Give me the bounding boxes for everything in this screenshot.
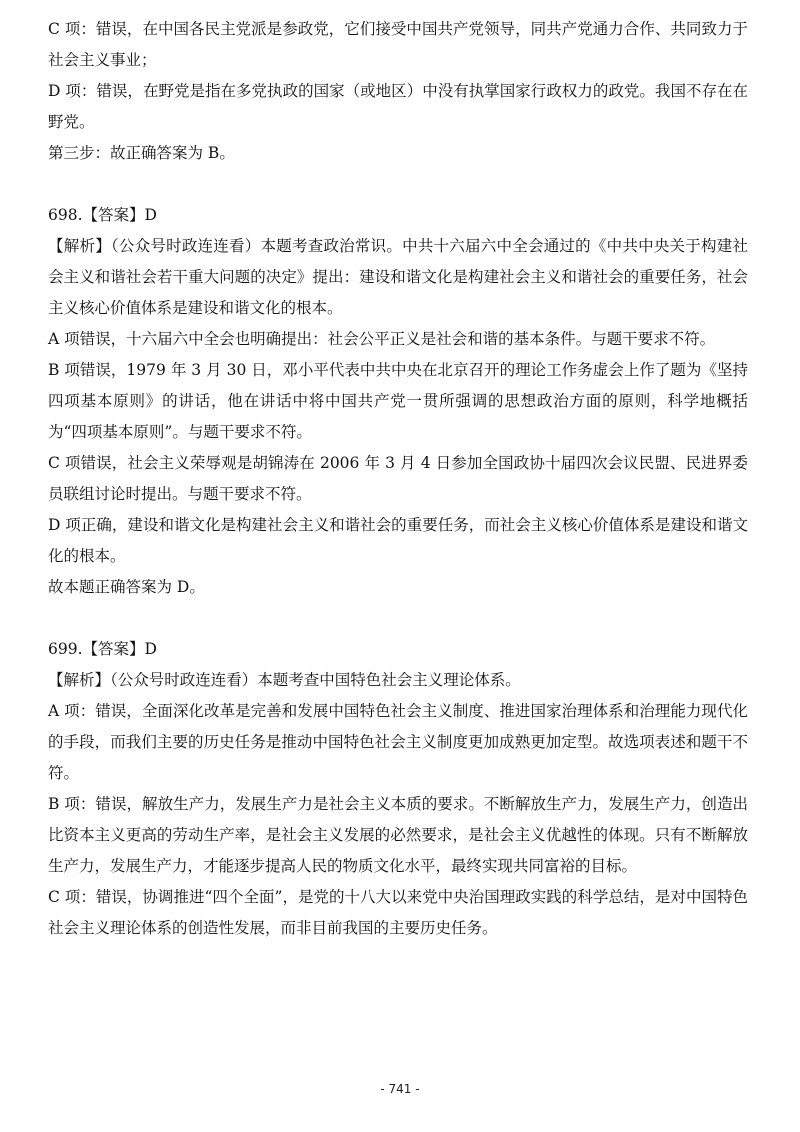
section-gap xyxy=(48,169,748,200)
q697-step-three: 第三步：故正确答案为 B。 xyxy=(48,144,235,162)
q699-option-b: B 项：错误，解放生产力，发展生产力是社会主义本质的要求。不断解放生产力，发展生产力，创造出比资本主义更高的劳动生产率，是社会主义发展的必然要求，是社会主义优越性的体现。只有不断解放生产力，发展生产力，才能逐步提高人民的物质文化水平，最终实现共同富裕的目标。 xyxy=(48,795,748,875)
q699-option-a: A 项：错误，全面深化改革是完善和发展中国特色社会主义制度、推进国家治理体系和治理能力现代化的手段，而我们主要的历史任务是推动中国特色社会主义制度更加成熟更加定型。故选项表述和题干不符。 xyxy=(48,702,748,782)
q697-option-c: C 项：错误，在中国各民主党派是参政党，它们接受中国共产党领导，同共产党通力合作、共同致力于社会主义事业； xyxy=(48,20,748,69)
q698-conclusion: 故本题正确答案为 D。 xyxy=(48,578,205,596)
page-content xyxy=(48,14,748,944)
q698-option-a: A 项错误，十六届六中全会也明确提出：社会公平正义是社会和谐的基本条件。与题干要求不符。 xyxy=(48,330,716,348)
page-number: - 741 - xyxy=(380,1082,420,1096)
section-gap xyxy=(48,603,748,634)
q697-option-d: D 项：错误，在野党是指在多党执政的国家（或地区）中没有执掌国家行政权力的政党。我国不存在在野党。 xyxy=(48,82,748,131)
q699-analysis: 【解析】（公众号时政连连看）本题考查中国特色社会主义理论体系。 xyxy=(48,671,521,689)
q699-answer-heading: 699.【答案】D xyxy=(48,640,157,658)
q698-option-c: C 项错误，社会主义荣辱观是胡锦涛在 2006 年 3 月 4 日参加全国政协十届四次会议民盟、民进界委员联组讨论时提出。与题干要求不符。 xyxy=(48,454,748,503)
q698-answer-heading: 698.【答案】D xyxy=(48,206,157,224)
q698-analysis: 【解析】（公众号时政连连看）本题考查政治常识。中共十六届六中全会通过的《中共中央关于构建社会主义和谐社会若干重大问题的决定》提出：建设和谐文化是构建社会主义和谐社会的重要任务，社会主义核心价值体系是建设和谐文化的根本。 xyxy=(48,237,748,317)
q698-option-d: D 项正确，建设和谐文化是构建社会主义和谐社会的重要任务，而社会主义核心价值体系是建设和谐文化的根本。 xyxy=(48,516,748,565)
q698-option-b: B 项错误，1979 年 3 月 30 日，邓小平代表中共中央在北京召开的理论工作务虚会上作了题为《坚持四项基本原则》的讲话，他在讲话中将中国共产党一贯所强调的思想政治方面的原则，科学地概括为“四项基本原则”。与题干要求不符。 xyxy=(48,361,748,441)
q699-option-c: C 项：错误，协调推进“四个全面”，是党的十八大以来党中央治国理政实践的科学总结，是对中国特色社会主义理论体系的创造性发展，而非目前我国的主要历史任务。 xyxy=(48,888,748,937)
